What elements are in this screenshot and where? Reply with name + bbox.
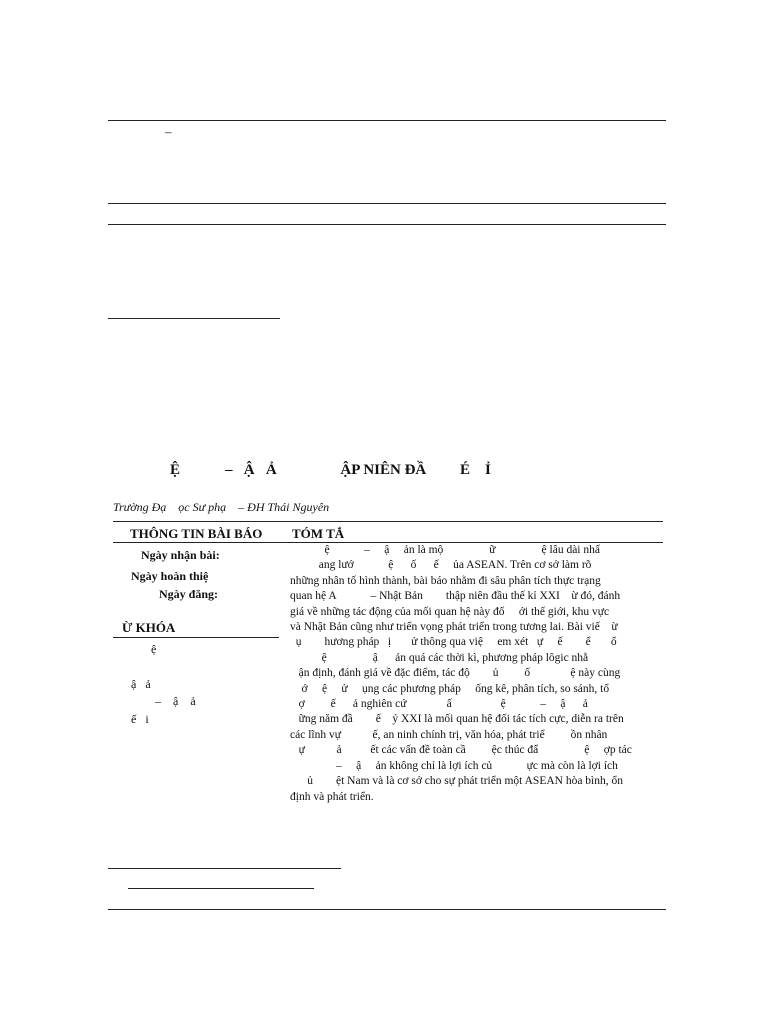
header-top-rule <box>108 120 666 121</box>
header-rule-2 <box>108 224 666 225</box>
keyword-item: ậ ả <box>131 677 151 691</box>
abstract-line: – ậ ản không chỉ là lợi ích củ ực mà còn là lợi ích <box>290 759 618 772</box>
short-rule-top <box>108 318 280 319</box>
abstract-line: ang lướ ệ ố ế ủa ASEAN. Trên cơ sở làm rõ <box>290 559 592 572</box>
abstract-line: ệ ậ ản quá các thời kì, phương pháp lôgic nhằ <box>290 651 589 664</box>
abstract-line: định và phát triển. <box>290 790 374 803</box>
footnote-rule-2 <box>128 888 314 889</box>
abstract-line: các lĩnh vự ế, an ninh chính trị, văn hóa, phát triể ồn nhân <box>290 728 608 741</box>
abstract-line: ớ ệ ử ụng các phương pháp ống kê, phân tích, so sánh, tổ <box>290 682 610 695</box>
abstract-body <box>290 543 662 805</box>
info-top-rule <box>113 521 663 522</box>
article-author: Trường Đạ ọc Sư phạ – ĐH Thái Nguyên <box>113 500 330 514</box>
abstract-line: và Nhật Bản cũng như triển vọng phát triển trong tương lai. Bài viế ừ <box>290 621 618 634</box>
abstract-line: ận định, đánh giá về đặc điểm, tác độ ủ ố ệ này cùng <box>290 667 621 680</box>
abstract-line: những nhân tố hình thành, bài báo nhằm đi sâu phân tích thực trạng <box>290 574 601 587</box>
abstract-line: ệ – ậ ản là mộ ữ ệ lâu dài nhấ <box>290 544 600 556</box>
abstract-line: ụ hương pháp ị ử thông qua việ em xét ự ế ể ổ <box>290 636 617 649</box>
footer-rule <box>108 909 666 910</box>
keyword-item: ệ <box>151 642 157 656</box>
article-title: Ệ – Ậ Ả ẬP NIÊN ĐẦ É Ỉ <box>170 462 491 478</box>
abstract-line: ủ ệt Nam và là cơ sở cho sự phát triển một ASEAN hòa bình, ổn <box>290 775 624 788</box>
keyword-item: – ậ ả <box>131 694 196 708</box>
abstract-line: ự ả ết các vấn đề toàn cầ ệc thúc đẩ ệ ợp tác <box>290 744 632 757</box>
abstract-line: quan hệ A – Nhật Bản thập niên đầu thế kỉ XXI ừ đó, đánh <box>290 590 621 603</box>
header-rule-1 <box>108 203 666 204</box>
keywords-rule <box>113 637 279 638</box>
footnote-rule-1 <box>108 868 341 869</box>
abstract-line: giá về những tác động của mối quan hệ này đố ới thế giới, khu vực <box>290 605 610 618</box>
received-date-label: Ngày nhận bài: <box>141 548 220 562</box>
abstract-heading: TÓM TẮ <box>292 526 345 541</box>
keyword-item: ế i <box>131 712 149 726</box>
header-dash: – <box>165 124 172 139</box>
published-date-label: Ngày đăng: <box>159 587 219 601</box>
completed-date-label: Ngày hoàn thiệ <box>131 569 209 583</box>
abstract-line: ững năm đầ ế ỷ XXI là mối quan hệ đối tác tích cực, diễn ra trên <box>290 713 624 726</box>
abstract-line: ợ ế ả nghiên cứ ấ ệ – ậ ả <box>290 698 588 711</box>
keywords-heading: Ừ KHÓA <box>122 620 176 635</box>
info-heading: THÔNG TIN BÀI BÁO <box>130 526 263 541</box>
